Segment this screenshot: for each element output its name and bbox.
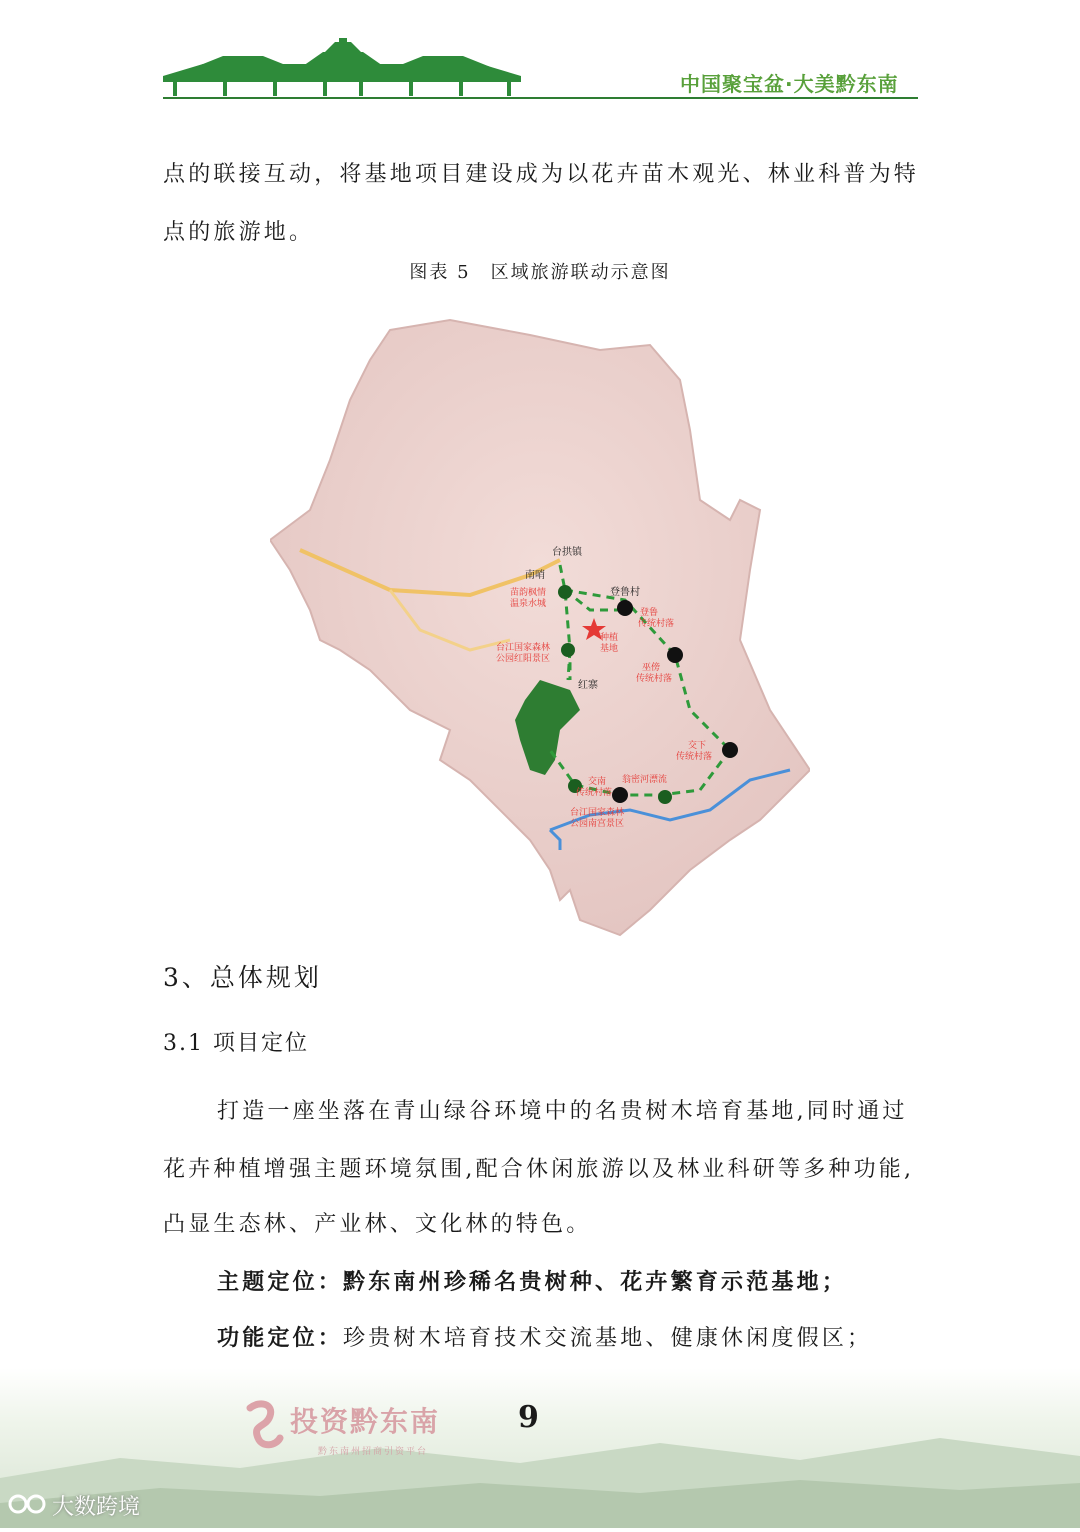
map-label-wuyou-2: 传统村落 <box>636 674 673 684</box>
function-label: 功能定位： <box>217 1325 344 1351</box>
map-label-miao: 苗韵枫情 <box>510 588 547 598</box>
county-boundary <box>270 320 810 935</box>
watermark-icon <box>6 1492 50 1516</box>
map-label-jiaoxia: 交下 <box>688 741 707 751</box>
map-label-forest-2: 台江国家森林 <box>570 808 625 818</box>
theme-value: 黔东南州珍稀名贵树种、花卉繁育示范基地； <box>343 1269 848 1295</box>
footer-brand-icon <box>240 1398 290 1456</box>
map-label-forest-2b: 公园南宫景区 <box>570 819 625 829</box>
section-title: 3、总体规划 <box>163 963 322 992</box>
intro-line-1: 点的联接互动，将基地项目建设成为以花卉苗木观光、林业科普为特 <box>163 162 920 187</box>
map-label-dengnu: 登鲁村 <box>610 587 640 598</box>
subsection-title: 3.1 项目定位 <box>163 1031 309 1056</box>
map-label-hongzhai: 红寨 <box>578 680 598 691</box>
watermark-text: 大数跨境 <box>52 1495 141 1520</box>
function-value: 珍贵树木培育技术交流基地、健康休闲度假区； <box>343 1326 873 1351</box>
footer-brand-sub: 黔东南州招商引资平台 <box>318 1447 429 1457</box>
map-label-river: 翁密河漂流 <box>622 775 668 785</box>
map-label-wuyou: 巫傍 <box>642 663 661 673</box>
header-pavilion-logo <box>163 38 521 98</box>
intro-line-2: 点的旅游地。 <box>163 220 315 245</box>
map-label-miao-2: 温泉水城 <box>510 599 547 609</box>
map-label-dengnu-3: 传统村落 <box>638 619 675 629</box>
regional-tourism-map <box>270 310 810 940</box>
map-label-dengnu-2: 登鲁 <box>640 608 659 618</box>
section-para-line-1: 打造一座坐落在青山绿谷环境中的名贵树木培育基地,同时通过 <box>217 1099 908 1124</box>
map-label-nanshao: 南哨 <box>525 570 545 581</box>
map-label-base-2: 基地 <box>600 644 619 654</box>
footer-brand: 投资黔东南 <box>290 1405 441 1438</box>
function-positioning <box>217 1309 872 1368</box>
section-para-line-3: 凸显生态林、产业林、文化林的特色。 <box>163 1212 592 1237</box>
map-label-forest-1: 台江国家森林 <box>496 643 551 653</box>
map-label-forest-1b: 公园红阳景区 <box>496 654 551 664</box>
map-label-taigong: 台拱镇 <box>552 547 582 558</box>
figure-caption: 图表 5 区域旅游联动示意图 <box>409 262 671 283</box>
section-para-line-2: 花卉种植增强主题环境氛围,配合休闲旅游以及林业科研等多种功能, <box>163 1157 915 1182</box>
map-label-jiaonan-2: 传统村落 <box>576 788 613 798</box>
theme-positioning <box>217 1253 847 1312</box>
footer-landscape-band <box>0 1368 1080 1528</box>
header-divider <box>163 97 918 99</box>
map-label-jiaoxia-2: 传统村落 <box>676 752 713 762</box>
page-number: 9 <box>518 1400 539 1435</box>
map-label-jiaonan: 交南 <box>588 777 607 787</box>
theme-label: 主题定位： <box>217 1269 344 1295</box>
map-label-base: 种植 <box>600 633 619 643</box>
header-slogan: 中国聚宝盆·大美黔东南 <box>680 72 899 96</box>
